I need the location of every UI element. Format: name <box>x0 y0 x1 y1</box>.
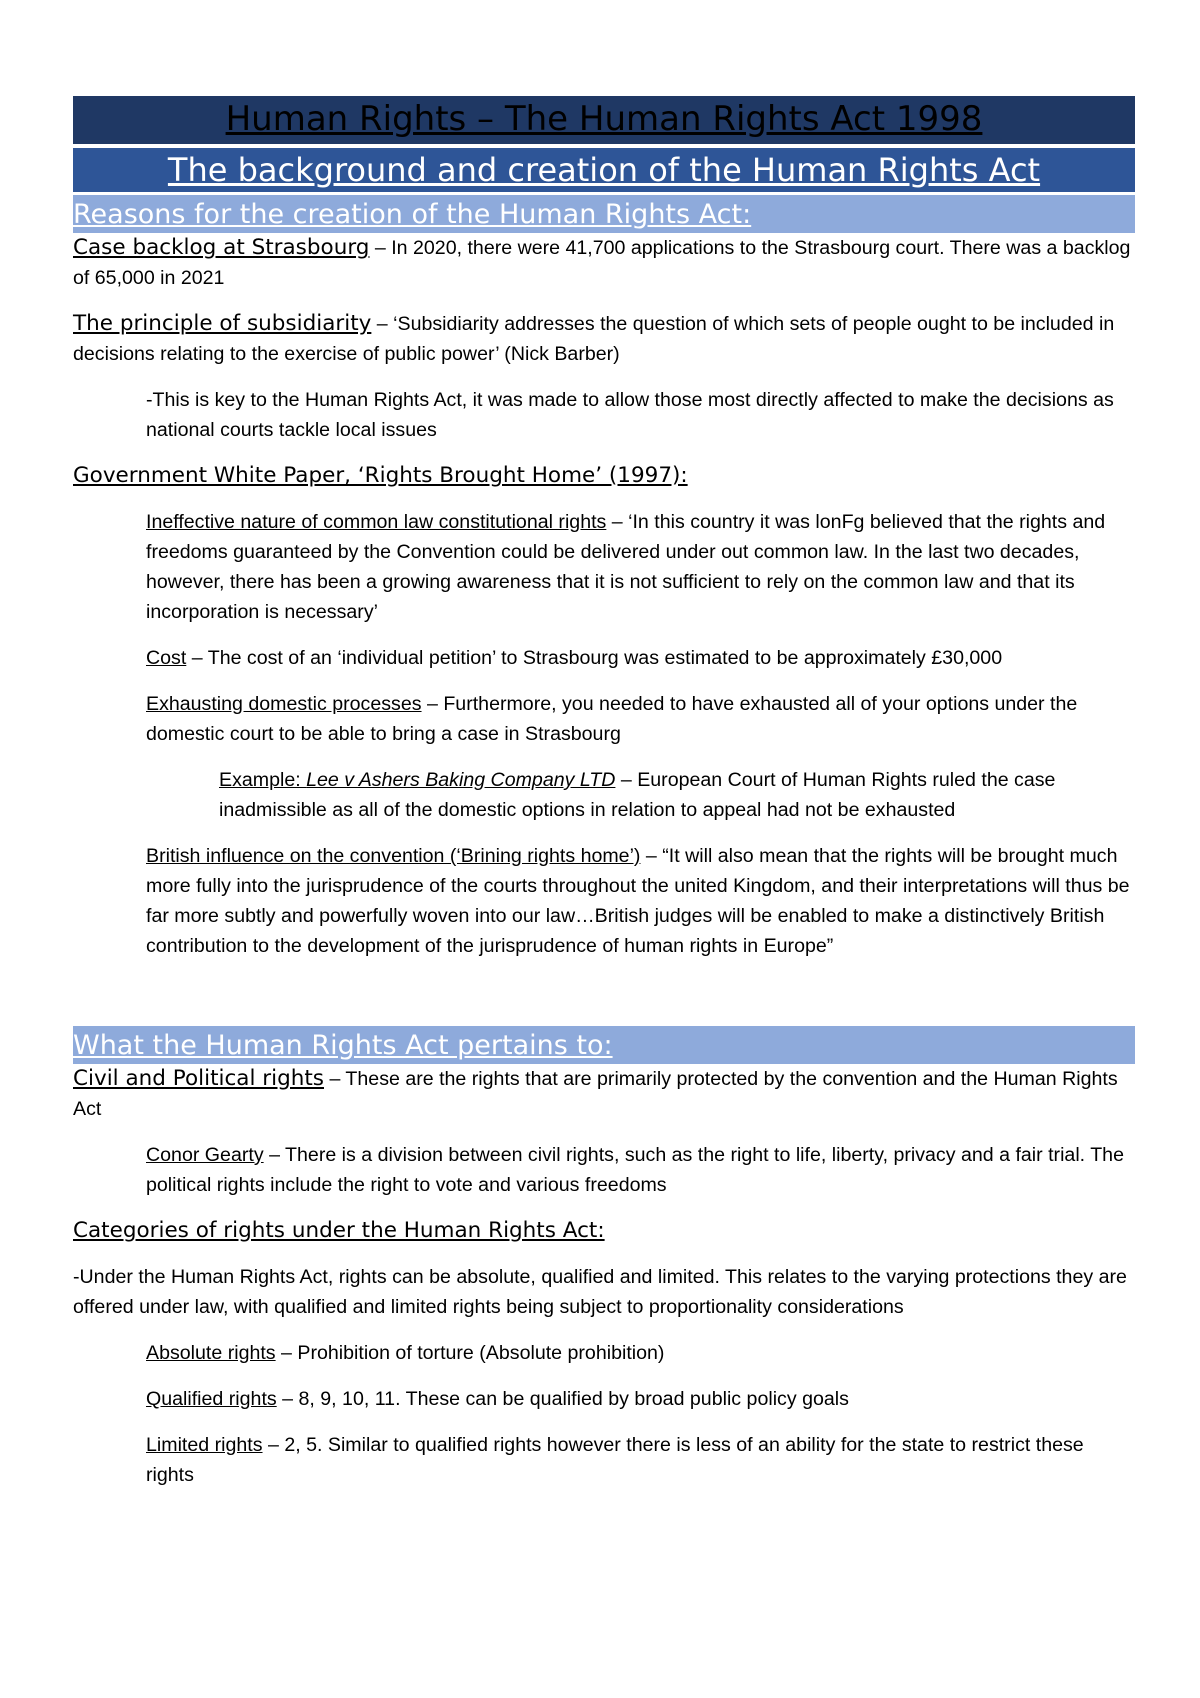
term-british-influence: British influence on the convention (‘Brining rights home’) <box>146 845 641 867</box>
paragraph-exhausting <box>146 689 1135 749</box>
term-qualified: Qualified rights <box>146 1388 277 1410</box>
heading-categories: Categories of rights under the Human Rights Act: <box>73 1218 605 1243</box>
paragraph-example <box>219 765 1135 825</box>
document-content <box>73 96 1135 1506</box>
text-british-influence: – “It will also mean that the rights will be brought much more fully into the jurisprudence of the courts throughout the united Kingdom, and their interpretations will thus be far more subtly and powerfully woven into our law…British judges will be enabled to make a distinctively British contribution to the development of the jurisprudence of human rights in Europe” <box>146 845 1130 957</box>
heading-white-paper: Government White Paper, ‘Rights Brought Home’ (1997): <box>73 463 688 488</box>
term-civil-political: Civil and Political rights <box>73 1066 324 1091</box>
text-civil-political: – These are the rights that are primarily protected by the convention and the Human Rights Act <box>73 1068 1118 1120</box>
term-example-label: Example: <box>219 769 307 791</box>
paragraph-civil-political <box>73 1064 1135 1124</box>
text-gearty: – There is a division between civil rights, such as the right to life, liberty, privacy and a fair trial. The political rights include the right to vote and various freedoms <box>146 1144 1124 1196</box>
paragraph-subsidiarity-note: -This is key to the Human Rights Act, it was made to allow those most directly affected to make the decisions as national courts tackle local issues <box>146 389 1114 441</box>
text-qualified: – 8, 9, 10, 11. These can be qualified by broad public policy goals <box>276 1388 849 1410</box>
term-exhausting: Exhausting domestic processes <box>146 693 422 715</box>
term-subsidiarity: The principle of subsidiarity <box>73 311 372 336</box>
paragraph-qualified <box>146 1384 1135 1414</box>
text-ineffective: – ‘In this country it was lonFg believed that the rights and freedoms guaranteed by the Convention could be delivered under out common law. In the last two decades, however, there has been a growing awareness that it is not sufficient to rely on the common law and that its incorporation is necessary’ <box>146 511 1106 623</box>
document-subtitle: The background and creation of the Human Rights Act <box>73 148 1135 192</box>
term-gearty: Conor Gearty <box>146 1144 264 1166</box>
section-heading-reasons: Reasons for the creation of the Human Rights Act: <box>73 195 1135 233</box>
spacer <box>73 977 1135 1023</box>
text-subsidiarity: – ‘Subsidiarity addresses the question of which sets of people ought to be included in decisions relating to the exercise of public power’ (Nick Barber) <box>73 313 1115 365</box>
term-limited: Limited rights <box>146 1434 263 1456</box>
paragraph-ineffective <box>146 507 1135 627</box>
paragraph-cost <box>146 643 1135 673</box>
paragraph-gearty <box>146 1140 1135 1200</box>
text-case-backlog: – In 2020, there were 41,700 applications to the Strasbourg court. There was a backlog of 65,000 in 2021 <box>73 237 1131 289</box>
term-case-backlog: Case backlog at Strasbourg <box>73 235 370 260</box>
term-absolute: Absolute rights <box>146 1342 276 1364</box>
text-limited: – 2, 5. Similar to qualified rights however there is less of an ability for the state to restrict these rights <box>146 1434 1084 1486</box>
paragraph-case-backlog <box>73 233 1135 293</box>
text-example: – European Court of Human Rights ruled the case inadmissible as all of the domestic options in relation to appeal had not be exhausted <box>219 769 1056 821</box>
text-exhausting: – Furthermore, you needed to have exhausted all of your options under the domestic court to be able to bring a case in Strasbourg <box>146 693 1078 745</box>
text-absolute: – Prohibition of torture (Absolute prohibition) <box>275 1342 665 1364</box>
term-cost: Cost <box>146 647 187 669</box>
document-title: Human Rights – The Human Rights Act 1998 <box>73 96 1135 144</box>
paragraph-limited <box>146 1430 1135 1490</box>
section-heading-pertains: What the Human Rights Act pertains to: <box>73 1026 1135 1064</box>
paragraph-british-influence <box>146 841 1135 961</box>
paragraph-subsidiarity <box>73 309 1135 369</box>
term-example-case: Lee v Ashers Baking Company LTD <box>306 769 616 791</box>
term-ineffective: Ineffective nature of common law constitutional rights <box>146 511 607 533</box>
paragraph-categories: -Under the Human Rights Act, rights can be absolute, qualified and limited. This relates to the varying protections they are offered under law, with qualified and limited rights being subject to proportionality considerations <box>73 1266 1127 1318</box>
paragraph-absolute <box>146 1338 1135 1368</box>
text-cost: – The cost of an ‘individual petition’ to Strasbourg was estimated to be approximately £30,000 <box>186 647 1003 669</box>
